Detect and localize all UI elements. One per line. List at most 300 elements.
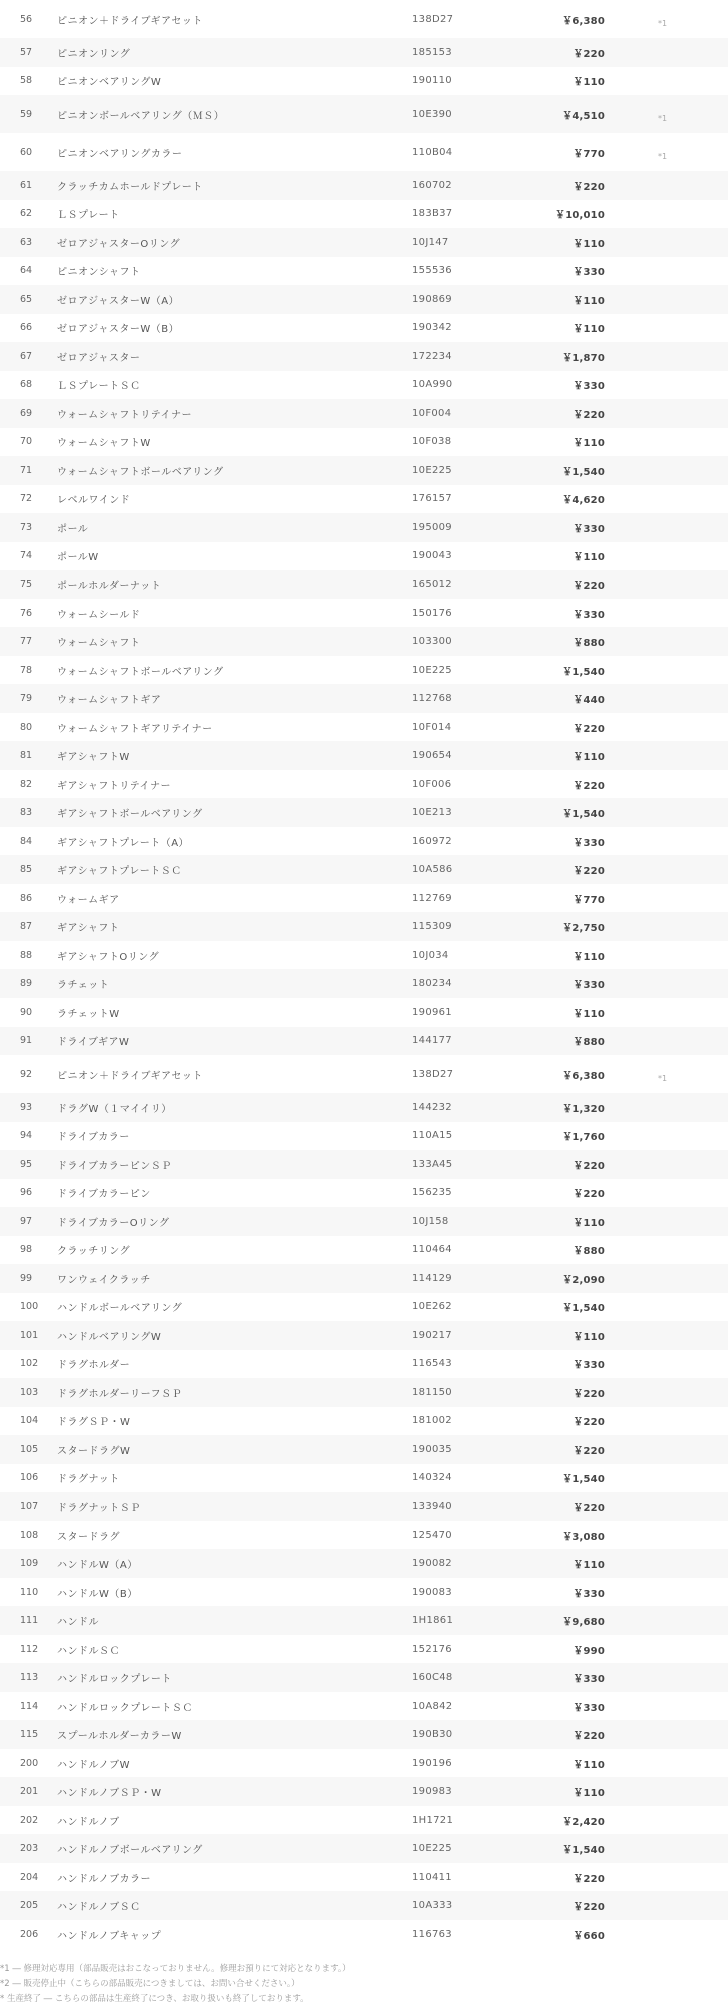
- part-code: 103300: [412, 636, 452, 648]
- part-note: [605, 38, 728, 67]
- part-name: ドライブカラーピンＳＰ: [57, 1160, 172, 1172]
- part-note: [605, 1122, 728, 1151]
- part-name: ドライブカラーピン: [57, 1189, 151, 1201]
- table-row: [0, 314, 728, 343]
- part-note: [605, 912, 728, 941]
- part-code: 172234: [412, 350, 452, 362]
- part-name: ウォームシャフトリテイナー: [57, 409, 192, 421]
- table-row: [0, 1635, 728, 1664]
- table-row: [0, 1549, 728, 1578]
- part-note: [605, 542, 728, 571]
- part-number: 84: [20, 835, 33, 847]
- part-code: 138D27: [412, 13, 454, 25]
- table-row: [0, 1293, 728, 1322]
- part-note: [605, 342, 728, 371]
- part-price: ￥330: [573, 523, 605, 535]
- part-name: ピニオン＋ドライブギアセット: [57, 1070, 203, 1082]
- part-number: 58: [20, 75, 33, 87]
- part-number: 61: [20, 179, 33, 191]
- part-name: ハンドルノブキャップ: [57, 1930, 162, 1942]
- part-code: 115309: [412, 921, 452, 933]
- part-price: ￥110: [573, 324, 605, 336]
- part-price: ￥110: [573, 1560, 605, 1572]
- table-row: [0, 67, 728, 96]
- part-note: [605, 1692, 728, 1721]
- part-price: ￥110: [573, 438, 605, 450]
- part-name: ウォームシャフトギアリテイナー: [57, 723, 213, 735]
- part-price: ￥330: [573, 1674, 605, 1686]
- part-code: 190082: [412, 1558, 452, 1570]
- part-code: 110411: [412, 1871, 452, 1883]
- part-name: ハンドルボールベアリング: [57, 1303, 183, 1315]
- part-number: 206: [20, 1928, 39, 1940]
- part-name: ハンドルベアリングW: [57, 1331, 162, 1343]
- part-note: [605, 884, 728, 913]
- part-price: ￥1,540: [562, 1845, 605, 1857]
- part-name: ウォームシャフトギア: [57, 695, 162, 707]
- part-note: [605, 1179, 728, 1208]
- part-number: 80: [20, 721, 33, 733]
- table-row: [0, 941, 728, 970]
- part-code: 190869: [412, 293, 452, 305]
- table-row: [0, 200, 728, 229]
- part-number: 62: [20, 208, 33, 220]
- part-price: ￥110: [573, 552, 605, 564]
- part-code: 110B04: [412, 146, 453, 158]
- part-number: 85: [20, 864, 33, 876]
- part-note: [605, 1321, 728, 1350]
- part-price: ￥6,380: [562, 1070, 605, 1082]
- table-row: [0, 1407, 728, 1436]
- part-note: [605, 228, 728, 257]
- part-note: [605, 200, 728, 229]
- part-number: 87: [20, 921, 33, 933]
- table-row: [0, 1378, 728, 1407]
- table-row: [0, 485, 728, 514]
- table-row: [0, 1350, 728, 1379]
- part-note: [605, 1549, 728, 1578]
- part-price: ￥220: [573, 1388, 605, 1400]
- part-note: [605, 1093, 728, 1122]
- table-row: [0, 1891, 728, 1920]
- part-name: ギアシャフトリテイナー: [57, 780, 171, 792]
- part-note: [605, 1521, 728, 1550]
- part-code: 112768: [412, 693, 452, 705]
- part-code: 10E262: [412, 1301, 452, 1313]
- part-number: 106: [20, 1472, 39, 1484]
- table-row: [0, 456, 728, 485]
- part-number: 99: [20, 1272, 33, 1284]
- part-name: ウォームシャフト: [57, 638, 141, 650]
- part-price: ￥2,750: [562, 923, 605, 935]
- part-number: 102: [20, 1358, 39, 1370]
- part-price: ￥330: [573, 980, 605, 992]
- part-code: 133A45: [412, 1158, 453, 1170]
- part-note: [605, 1863, 728, 1892]
- part-name: ドラグW（１マイイリ）: [57, 1103, 172, 1115]
- part-price: ￥220: [573, 1731, 605, 1743]
- part-number: 60: [20, 146, 33, 158]
- table-row: [0, 998, 728, 1027]
- part-name: ドラグナットＳＰ: [57, 1502, 141, 1514]
- part-code: 160702: [412, 179, 452, 191]
- part-note: [605, 1464, 728, 1493]
- part-name: ピニオンリング: [57, 48, 131, 60]
- part-code: 10A842: [412, 1700, 453, 1712]
- table-row: [0, 1122, 728, 1151]
- part-code: 183B37: [412, 208, 453, 220]
- part-note: [605, 1606, 728, 1635]
- part-price: ￥110: [573, 238, 605, 250]
- part-number: 204: [20, 1871, 39, 1883]
- part-code: 156235: [412, 1187, 452, 1199]
- part-note: [605, 1378, 728, 1407]
- part-price: ￥220: [573, 723, 605, 735]
- part-name: スタードラグW: [57, 1445, 131, 1457]
- part-price: ￥1,870: [562, 352, 605, 364]
- part-number: 93: [20, 1101, 33, 1113]
- table-row: [0, 1027, 728, 1056]
- part-number: 76: [20, 607, 33, 619]
- part-name: ドラグナット: [57, 1474, 120, 1486]
- part-note: [605, 1236, 728, 1265]
- footnotes: [0, 1948, 728, 2007]
- part-code: 10A333: [412, 1900, 453, 1912]
- part-name: ゼロアジャスター: [57, 352, 141, 364]
- table-row: [0, 855, 728, 884]
- table-row: [0, 428, 728, 457]
- part-code: 152176: [412, 1643, 452, 1655]
- part-number: 89: [20, 978, 33, 990]
- part-name: ＬＳプレートＳＣ: [57, 381, 141, 393]
- part-price: ￥1,320: [562, 1103, 605, 1115]
- part-code: 195009: [412, 521, 452, 533]
- part-number: 71: [20, 464, 33, 476]
- part-number: 90: [20, 1006, 33, 1018]
- table-row: [0, 1578, 728, 1607]
- part-number: 88: [20, 949, 33, 961]
- part-note: [605, 1635, 728, 1664]
- part-number: 202: [20, 1814, 39, 1826]
- part-code: 114129: [412, 1272, 452, 1284]
- table-row: [0, 1692, 728, 1721]
- part-code: 190961: [412, 1006, 452, 1018]
- part-number: 68: [20, 379, 33, 391]
- part-note: [605, 1578, 728, 1607]
- part-price: ￥110: [573, 1217, 605, 1229]
- footnote: *1 ― 修理対応専用（部品販売はおこなっておりません。修理お預りにて対応となります。）: [0, 1964, 351, 1975]
- part-note: [605, 257, 728, 286]
- part-price: ￥3,080: [562, 1531, 605, 1543]
- part-name: ワンウェイクラッチ: [57, 1274, 151, 1286]
- table-row: [0, 1464, 728, 1493]
- part-code: 190217: [412, 1329, 452, 1341]
- part-number: 201: [20, 1786, 39, 1798]
- part-code: 190035: [412, 1443, 452, 1455]
- part-name: クラッチリング: [57, 1246, 131, 1258]
- part-name: ギアシャフトOリング: [57, 951, 160, 963]
- part-number: 79: [20, 693, 33, 705]
- part-number: 78: [20, 664, 33, 676]
- part-price: ￥9,680: [562, 1617, 605, 1629]
- part-price: ￥220: [573, 1417, 605, 1429]
- part-price: ￥220: [573, 866, 605, 878]
- part-name: ラチェット: [57, 980, 110, 992]
- part-name: ハンドルノブＳＣ: [57, 1902, 141, 1914]
- part-price: ￥220: [573, 409, 605, 421]
- part-code: 190196: [412, 1757, 452, 1769]
- part-code: 190983: [412, 1786, 452, 1798]
- part-name: ピニオン＋ドライブギアセット: [57, 15, 203, 27]
- part-number: 82: [20, 778, 33, 790]
- table-row: [0, 513, 728, 542]
- part-name: ギアシャフトプレート（A）: [57, 837, 190, 849]
- part-note: [605, 314, 728, 343]
- part-price: ￥110: [573, 295, 605, 307]
- part-code: 1H1861: [412, 1615, 454, 1627]
- part-number: 108: [20, 1529, 39, 1541]
- part-name: ドラグホルダーリーフＳＰ: [57, 1388, 183, 1400]
- table-row: [0, 1834, 728, 1863]
- table-row: [0, 570, 728, 599]
- part-price: ￥220: [573, 1160, 605, 1172]
- part-note: [605, 171, 728, 200]
- part-price: ￥990: [573, 1645, 605, 1657]
- part-name: ギアシャフト: [57, 923, 120, 935]
- part-number: 67: [20, 350, 33, 362]
- part-note: [605, 969, 728, 998]
- part-number: 205: [20, 1900, 39, 1912]
- part-name: ウォームシャフトW: [57, 438, 151, 450]
- part-code: 190110: [412, 75, 452, 87]
- part-price: ￥4,510: [562, 110, 605, 122]
- table-row: [0, 912, 728, 941]
- part-name: ウォームシャフトボールベアリング: [57, 466, 224, 478]
- part-note: [605, 770, 728, 799]
- part-number: 70: [20, 436, 33, 448]
- part-code: 116543: [412, 1358, 452, 1370]
- part-number: 95: [20, 1158, 33, 1170]
- part-number: 59: [20, 108, 33, 120]
- part-number: 63: [20, 236, 33, 248]
- part-note: [605, 684, 728, 713]
- table-row: [0, 713, 728, 742]
- part-code: 125470: [412, 1529, 452, 1541]
- part-price: ￥880: [573, 1246, 605, 1258]
- part-name: ポールホルダーナット: [57, 581, 162, 592]
- table-row: [0, 1663, 728, 1692]
- part-code: 10E225: [412, 1843, 452, 1855]
- table-row: [0, 257, 728, 286]
- part-note: [605, 1749, 728, 1778]
- part-code: 10A586: [412, 864, 453, 876]
- table-row: [0, 1321, 728, 1350]
- table-row: [0, 133, 728, 171]
- part-name: ハンドルＳＣ: [57, 1645, 120, 1657]
- table-row: [0, 1264, 728, 1293]
- part-name: ゼロアジャスターW（A）: [57, 295, 180, 307]
- part-price: ￥2,090: [562, 1274, 605, 1286]
- part-code: 190043: [412, 550, 452, 562]
- part-note: [605, 1663, 728, 1692]
- part-code: 10F006: [412, 778, 452, 790]
- part-number: 111: [20, 1615, 39, 1627]
- table-row: [0, 1521, 728, 1550]
- part-name: スタードラグ: [57, 1531, 120, 1543]
- part-code: 10J147: [412, 236, 449, 248]
- part-code: 160C48: [412, 1672, 453, 1684]
- part-number: 105: [20, 1443, 39, 1455]
- table-row: [0, 1207, 728, 1236]
- part-number: 97: [20, 1215, 33, 1227]
- part-code: 133940: [412, 1500, 452, 1512]
- part-name: ハンドルロックプレート: [57, 1674, 172, 1686]
- part-price: ￥220: [573, 1445, 605, 1457]
- part-price: ￥880: [573, 638, 605, 650]
- table-row: [0, 1749, 728, 1778]
- table-row: [0, 599, 728, 628]
- part-note: [605, 399, 728, 428]
- part-number: 92: [20, 1068, 33, 1080]
- table-row: [0, 285, 728, 314]
- part-note: [605, 827, 728, 856]
- part-code: 144177: [412, 1035, 452, 1047]
- part-number: 115: [20, 1729, 39, 1741]
- part-name: ハンドルW（A）: [57, 1560, 138, 1572]
- part-note: [605, 1435, 728, 1464]
- part-code: 160972: [412, 835, 452, 847]
- part-note: [605, 741, 728, 770]
- part-note: [605, 599, 728, 628]
- part-code: 10E225: [412, 664, 452, 676]
- part-name: ギアシャフトボールベアリング: [57, 809, 203, 821]
- part-note: [605, 1834, 728, 1863]
- part-number: 65: [20, 293, 33, 305]
- part-number: 91: [20, 1035, 33, 1047]
- part-price: ￥330: [573, 609, 605, 621]
- part-note: [605, 1777, 728, 1806]
- part-name: ハンドルノブW: [57, 1759, 130, 1771]
- table-row: [0, 542, 728, 571]
- part-name: ピニオンベアリングカラー: [57, 148, 183, 160]
- part-price: ￥440: [573, 695, 605, 707]
- part-code: 190083: [412, 1586, 452, 1598]
- part-number: 73: [20, 521, 33, 533]
- part-price: ￥110: [573, 951, 605, 963]
- part-price: ￥1,540: [562, 1474, 605, 1486]
- part-price: ￥220: [573, 48, 605, 60]
- part-number: 75: [20, 579, 33, 590]
- part-code: 10A990: [412, 379, 453, 391]
- part-name: ドライブカラーOリング: [57, 1217, 170, 1229]
- part-code: 1H1721: [412, 1814, 454, 1826]
- part-name: ハンドルノブボールベアリング: [57, 1845, 203, 1857]
- part-price: ￥6,380: [562, 15, 605, 27]
- part-number: 113: [20, 1672, 39, 1684]
- part-price: ￥330: [573, 1588, 605, 1600]
- part-note: [605, 713, 728, 742]
- part-number: 200: [20, 1757, 39, 1769]
- part-note: [605, 798, 728, 827]
- part-note: [605, 285, 728, 314]
- part-name: ラチェットW: [57, 1008, 120, 1020]
- table-row: [0, 1150, 728, 1179]
- part-number: 109: [20, 1558, 39, 1570]
- part-number: 72: [20, 493, 33, 505]
- part-number: 64: [20, 265, 33, 277]
- part-code: 140324: [412, 1472, 452, 1484]
- part-note: [605, 1920, 728, 1949]
- part-price: ￥10,010: [555, 210, 605, 222]
- part-price: ￥1,540: [562, 466, 605, 478]
- part-number: 86: [20, 892, 33, 904]
- part-name: ハンドルW（B）: [57, 1588, 138, 1600]
- part-number: 103: [20, 1386, 39, 1398]
- part-price: ￥330: [573, 1360, 605, 1372]
- part-code: 10F004: [412, 407, 452, 419]
- part-code: 110464: [412, 1244, 452, 1256]
- footnote: *2 ― 販売停止中（こちらの部品販売につきましては、お問い合せください。）: [0, 1979, 300, 1990]
- part-number: 94: [20, 1130, 33, 1142]
- part-code: 10J158: [412, 1215, 449, 1227]
- part-name: ポール: [57, 523, 89, 535]
- part-name: ドラグホルダー: [57, 1360, 131, 1372]
- part-price: ￥1,540: [562, 666, 605, 678]
- table-row: [0, 684, 728, 713]
- part-code: 110A15: [412, 1130, 453, 1142]
- table-row: [0, 1055, 728, 1093]
- part-code: 190654: [412, 750, 452, 762]
- table-row: [0, 1236, 728, 1265]
- part-note: [605, 1891, 728, 1920]
- part-name: ギアシャフトプレートＳＣ: [57, 866, 182, 878]
- part-number: 83: [20, 807, 33, 819]
- part-code: 10J034: [412, 949, 449, 961]
- part-name: ゼロアジャスターOリング: [57, 238, 181, 250]
- part-note: [605, 998, 728, 1027]
- part-note: [605, 1492, 728, 1521]
- part-price: ￥330: [573, 837, 605, 849]
- part-number: 114: [20, 1700, 39, 1712]
- part-note: [605, 67, 728, 96]
- part-note: [605, 1264, 728, 1293]
- part-price: ￥4,620: [562, 495, 605, 507]
- part-note: [605, 1806, 728, 1835]
- part-name: ドライブギアW: [57, 1037, 130, 1049]
- part-code: 190B30: [412, 1729, 453, 1741]
- part-name: ウォームギア: [57, 894, 120, 906]
- part-price: ￥110: [573, 77, 605, 89]
- part-price: ￥330: [573, 1702, 605, 1714]
- part-number: 56: [20, 13, 33, 25]
- part-note: [605, 941, 728, 970]
- table-row: [0, 0, 728, 38]
- part-number: 110: [20, 1586, 39, 1598]
- part-code: 144232: [412, 1101, 452, 1113]
- part-note: [605, 485, 728, 514]
- part-price: ￥220: [573, 780, 605, 792]
- table-row: [0, 342, 728, 371]
- part-name: ハンドルロックプレートＳＣ: [57, 1702, 193, 1714]
- table-row: [0, 1435, 728, 1464]
- table-row: [0, 1093, 728, 1122]
- part-number: 100: [20, 1301, 39, 1313]
- part-name: クラッチカムホールドプレート: [57, 181, 203, 193]
- part-number: 74: [20, 550, 33, 562]
- part-number: 81: [20, 750, 33, 762]
- part-name: ウォームシャフトボールベアリング: [57, 666, 224, 678]
- part-price: ￥770: [573, 148, 605, 160]
